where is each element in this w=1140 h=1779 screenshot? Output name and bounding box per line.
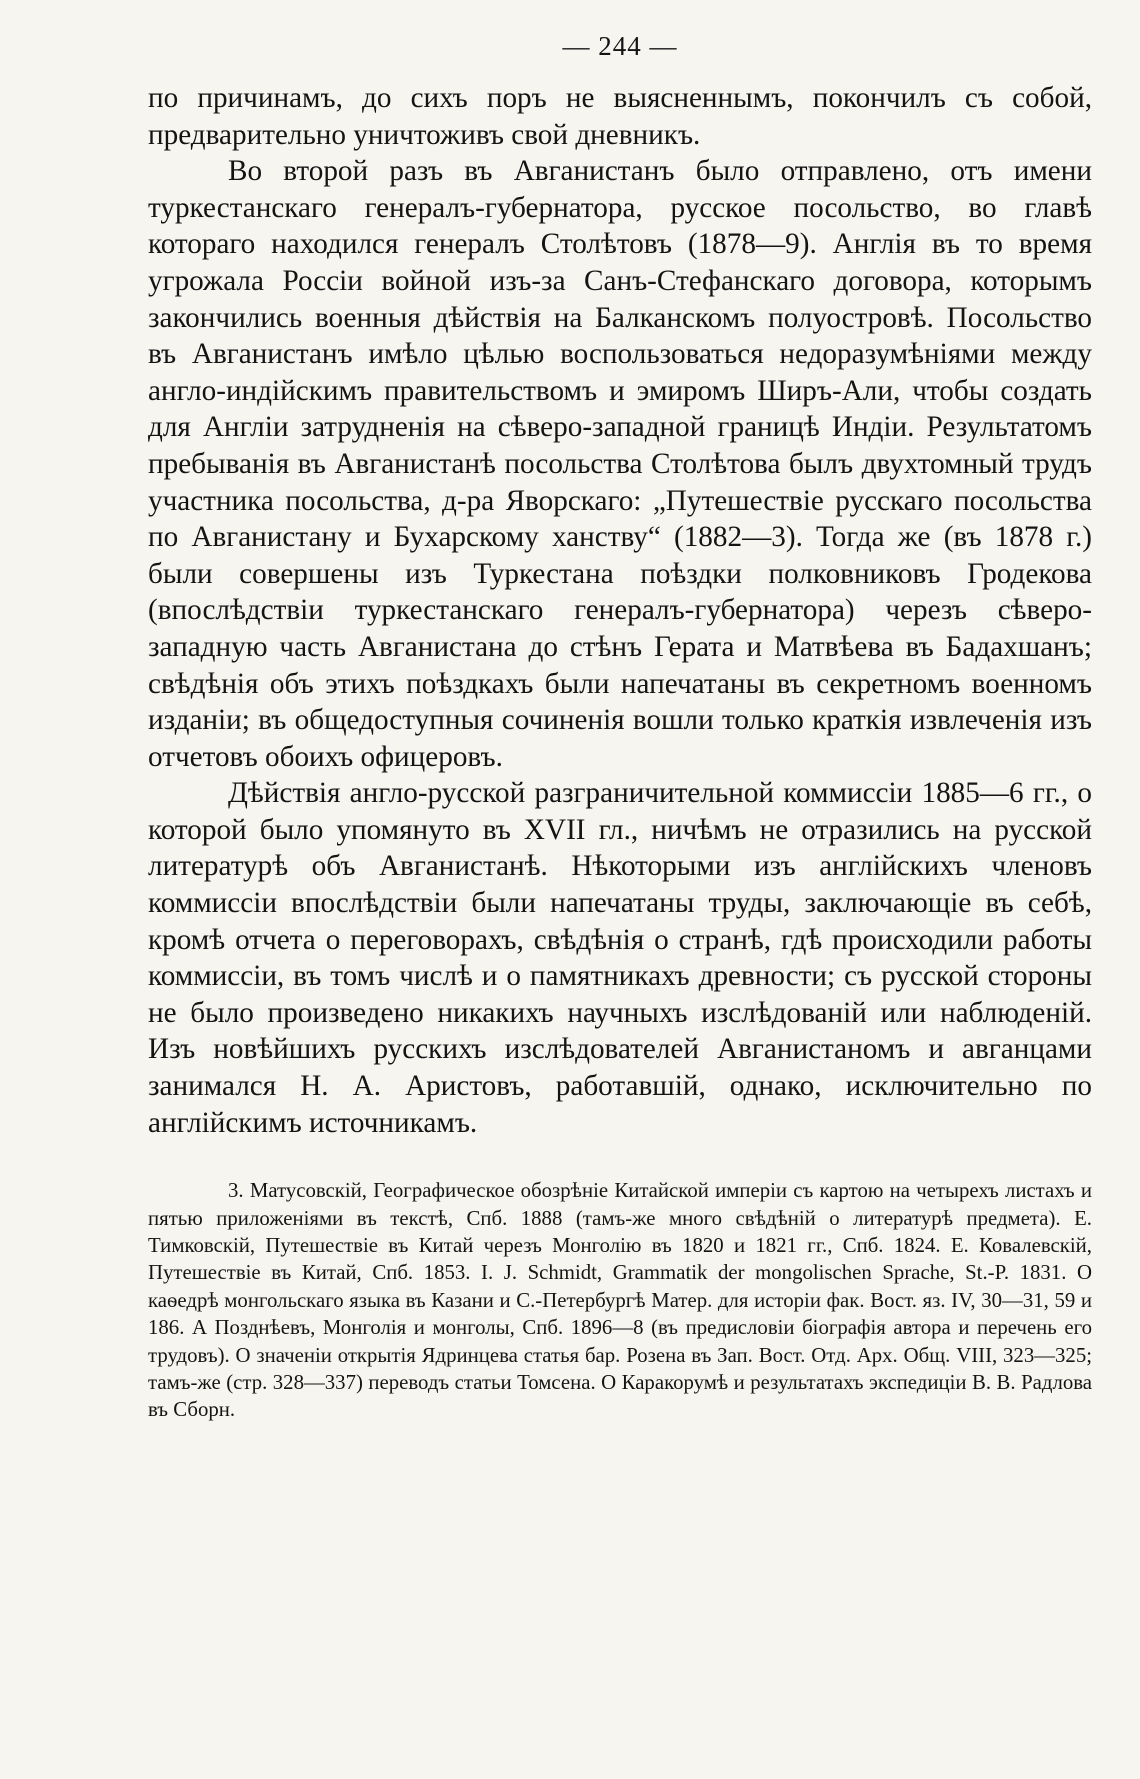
paragraph-boundary-commission: Дѣйствія англо-русской разграничительной коммиссіи 1885—6 гг., о которой было упомянуто въ XVII гл., ничѣмъ не отразились на русской литературѣ объ Авганистанѣ. Нѣкоторыми изъ англійскихъ членовъ коммиссіи впослѣдствіи были напечатаны труды, заключающіе въ себѣ, кромѣ отчета о переговорахъ, свѣдѣнія о странѣ, гдѣ происходили работы коммиссіи, въ томъ числѣ и о памятникахъ древности; съ русской стороны не было произведено никакихъ научныхъ изслѣдованій или наблюденій. Изъ новѣйшихъ русскихъ изслѣдователей Авганистаномъ и авганцами занимался Н. А. Аристовъ, работавшій, однако, исключительно по англійскимъ источникамъ. (148, 777, 1092, 1139)
footnote-3: 3. Матусовскій, Географическое обозрѣніе Китайской имперіи съ картою на четырехъ листахъ и пятью приложеніями въ текстѣ, Спб. 1888 (тамъ-же много свѣдѣній о литературѣ предмета). Е. Тимковскій, Путешествіе въ Китай черезъ Монголію въ 1820 и 1821 гг., Спб. 1824. Е. Ковалевскій, Путешествіе въ Китай, Спб. 1853. I. J. Schmidt, Grammatik der mongolischen Sprache, St.-P. 1831. О каѳедрѣ монгольскаго языка въ Казани и С.-Петербургѣ Матер. для исторіи фак. Вост. яз. IV, 30—31, 59 и 186. А Позднѣевъ, Монголія и монголы, Спб. 1896—8 (въ предисловіи біографія автора и перечень его трудовъ). О значеніи открытія Ядринцева статья бар. Розена въ Зап. Вост. Отд. Арх. Общ. VIII, 323—325; тамъ-же (стр. 328—337) переводъ статьи Томсена. О Каракорумѣ и результатахъ экспедиціи В. В. Радлова въ Сборн. (148, 1179, 1092, 1422)
page-number: — 244 — (562, 31, 678, 61)
book-page (148, 28, 1092, 1424)
paragraph-continuation: по причинамъ, до сихъ поръ не выясненнымъ, покончилъ съ собой, предварительно уничтоживъ свой дневникъ. (148, 82, 1092, 151)
paragraph-stoletov-embassy: Во второй разъ въ Авганистанъ было отправлено, отъ имени туркестанскаго генералъ-губернатора, русское посольство, во главѣ котораго находился генералъ Столѣтовъ (1878—9). Англія въ то время угрожала Россіи войной изъ-за Санъ-Стефанскаго договора, которымъ закончились военныя дѣйствія на Балканскомъ полуостровѣ. Посольство въ Авганистанъ имѣло цѣлью воспользоваться недоразумѣніями между англо-индійскимъ правительствомъ и эмиромъ Ширъ-Али, чтобы создать для Англіи затрудненія на сѣверо-западной границѣ Индіи. Результатомъ пребыванія въ Авганистанѣ посольства Столѣтова былъ двухтомный трудъ участника посольства, д-ра Яворскаго: „Путешествіе русскаго посольства по Авганистану и Бухарскому ханству“ (1882—3). Тогда же (въ 1878 г.) были совершены изъ Туркестана поѣздки полковниковъ Гродекова (впослѣдствіи туркестанскаго генералъ-губернатора) черезъ сѣверо-западную часть Авганистана до стѣнъ Герата и Матвѣева въ Бадахшанъ; свѣдѣнія объ этихъ поѣздкахъ были напечатаны въ секретномъ военномъ изданіи; въ общедоступныя сочиненія вошли только краткія извлеченія изъ отчетовъ обоихъ офицеровъ. (148, 155, 1092, 773)
main-text (148, 80, 1092, 1141)
footnote-section (148, 1177, 1092, 1424)
